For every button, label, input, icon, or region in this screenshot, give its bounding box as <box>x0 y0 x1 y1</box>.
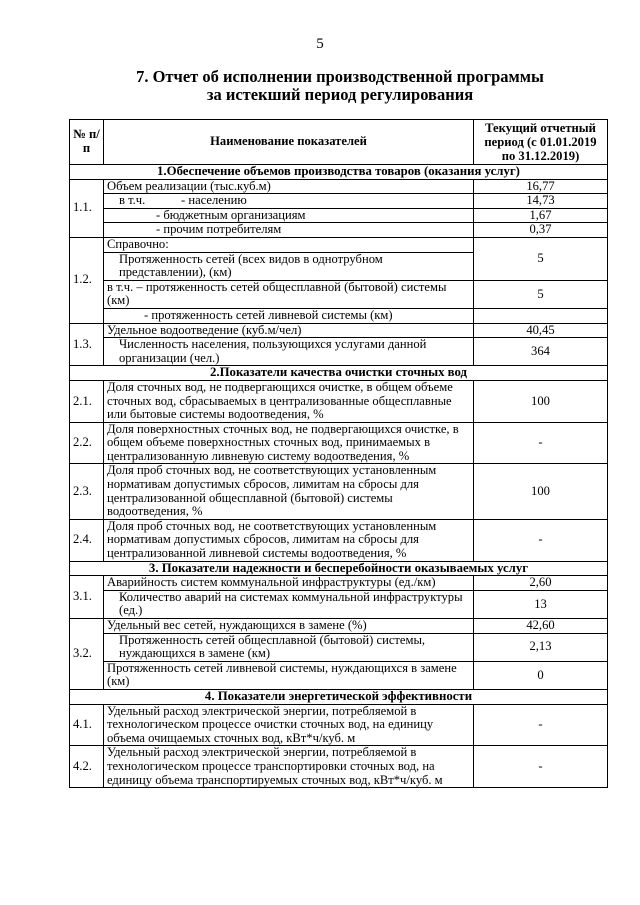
table-row <box>70 380 608 422</box>
row-name: Объем реализации (тыс.куб.м) <box>104 179 474 194</box>
report-table <box>69 119 608 788</box>
row-number: 1.2. <box>70 237 104 323</box>
section-row <box>70 366 608 381</box>
row-name: Доля проб сточных вод, не соответствующих установленным нормативам допустимых сбросов, лимитам на сбросы для централизованной общесплавной (бытовой) системы водоотведения, % <box>104 464 474 519</box>
header-name: Наименование показателей <box>104 120 474 165</box>
row-number: 2.1. <box>70 380 104 422</box>
row-value: 0 <box>474 661 608 689</box>
table-row <box>70 704 608 746</box>
row-name: - протяженность сетей ливневой системы (км) <box>104 308 474 323</box>
table-row <box>70 519 608 561</box>
row-name: Количество аварий на системах коммунальной инфраструктуры (ед.) <box>104 590 474 618</box>
row-number: 4.2. <box>70 746 104 788</box>
section-row <box>70 689 608 704</box>
row-name: Протяженность сетей (всех видов в однотрубном представлении), (км) <box>104 252 474 280</box>
row-name: Протяженность сетей ливневой системы, нуждающихся в замене (км) <box>104 661 474 689</box>
row-name: Справочно: <box>104 237 474 252</box>
row-name: Удельное водоотведение (куб.м/чел) <box>104 323 474 338</box>
row-value: 0,37 <box>474 223 608 238</box>
row-value: - <box>474 746 608 788</box>
row-name: Доля поверхностных сточных вод, не подвергающихся очистке, в общем объеме поверхностных сточных вод, принимаемых в централизованную ливневую систему водоотведения, % <box>104 422 474 464</box>
section-4-title: 4. Показатели энергетической эффективности <box>70 689 608 704</box>
section-row <box>70 561 608 576</box>
table-row <box>70 223 608 238</box>
row-number: 2.4. <box>70 519 104 561</box>
row-number: 4.1. <box>70 704 104 746</box>
row-name: Численность населения, пользующихся услугами данной организации (чел.) <box>104 338 474 366</box>
row-name: Удельный вес сетей, нуждающихся в замене (%) <box>104 619 474 634</box>
row-name-text: - населению <box>181 193 247 208</box>
row-name <box>104 194 474 209</box>
row-value: 100 <box>474 464 608 519</box>
section-1-title: 1.Обеспечение объемов производства товаров (оказания услуг) <box>70 165 608 180</box>
table-row <box>70 661 608 689</box>
table-row <box>70 338 608 366</box>
table-row <box>70 323 608 338</box>
table-row <box>70 619 608 634</box>
table-row <box>70 194 608 209</box>
header-num: № п/п <box>70 120 104 165</box>
row-name: Удельный расход электрической энергии, потребляемой в технологическом процессе очистки сточных вод, на единицу объема очищаемых сточных вод, кВт*ч/куб. м <box>104 704 474 746</box>
row-value: 5 <box>474 237 608 280</box>
table-row <box>70 308 608 323</box>
row-number: 2.3. <box>70 464 104 519</box>
header-value: Текущий отчетный период (с 01.01.2019 по 31.12.2019) <box>474 120 608 165</box>
row-name: Аварийность систем коммунальной инфраструктуры (ед./км) <box>104 576 474 591</box>
table-header-row <box>70 120 608 165</box>
row-value: - <box>474 422 608 464</box>
row-name: Протяженность сетей общесплавной (бытовой) системы, нуждающихся в замене (км) <box>104 633 474 661</box>
row-number: 1.1. <box>70 179 104 237</box>
row-name: - бюджетным организациям <box>104 208 474 223</box>
row-value: 42,60 <box>474 619 608 634</box>
section-2-title: 2.Показатели качества очистки сточных вод <box>70 366 608 381</box>
row-value: 16,77 <box>474 179 608 194</box>
row-value: 2,13 <box>474 633 608 661</box>
title-line-1: 7. Отчет об исполнении производственной программы <box>136 67 544 86</box>
table-row <box>70 237 608 252</box>
row-value: 5 <box>474 280 608 308</box>
table-row <box>70 576 608 591</box>
row-value: 40,45 <box>474 323 608 338</box>
row-value: - <box>474 704 608 746</box>
row-value: 13 <box>474 590 608 618</box>
row-number: 3.2. <box>70 619 104 690</box>
row-name: Доля проб сточных вод, не соответствующих установленным нормативам допустимых сбросов, лимитам на сбросы для централизованной ливневой системы водоотведения, % <box>104 519 474 561</box>
table-row <box>70 633 608 661</box>
row-name: Доля сточных вод, не подвергающихся очистке, в общем объеме сточных вод, сбрасываемых в централизованные общесплавные или бытовые системы водоотведения, % <box>104 380 474 422</box>
document-title <box>0 68 640 104</box>
table-row <box>70 422 608 464</box>
row-value <box>474 308 608 323</box>
table-row <box>70 208 608 223</box>
section-row <box>70 165 608 180</box>
page-number: 5 <box>316 36 324 52</box>
table-row <box>70 464 608 519</box>
row-number: 3.1. <box>70 576 104 619</box>
row-value: 364 <box>474 338 608 366</box>
section-3-title: 3. Показатели надежности и бесперебойности оказываемых услуг <box>70 561 608 576</box>
row-value: 14,73 <box>474 194 608 209</box>
title-line-2: за истекший период регулирования <box>206 85 474 104</box>
row-value: 100 <box>474 380 608 422</box>
row-number: 2.2. <box>70 422 104 464</box>
row-name: Удельный расход электрической энергии, потребляемой в технологическом процессе транспортировки сточных вод, на единицу объема транспортируемых сточных вод, кВт*ч/куб. м <box>104 746 474 788</box>
row-prefix: в т.ч. <box>119 193 146 208</box>
row-number: 1.3. <box>70 323 104 366</box>
table-row <box>70 280 608 308</box>
row-name: - прочим потребителям <box>104 223 474 238</box>
row-value: - <box>474 519 608 561</box>
row-name: в т.ч. – протяженность сетей общесплавной (бытовой) системы (км) <box>104 280 474 308</box>
table-row <box>70 590 608 618</box>
table-row <box>70 746 608 788</box>
row-value: 2,60 <box>474 576 608 591</box>
table-row <box>70 179 608 194</box>
row-value: 1,67 <box>474 208 608 223</box>
